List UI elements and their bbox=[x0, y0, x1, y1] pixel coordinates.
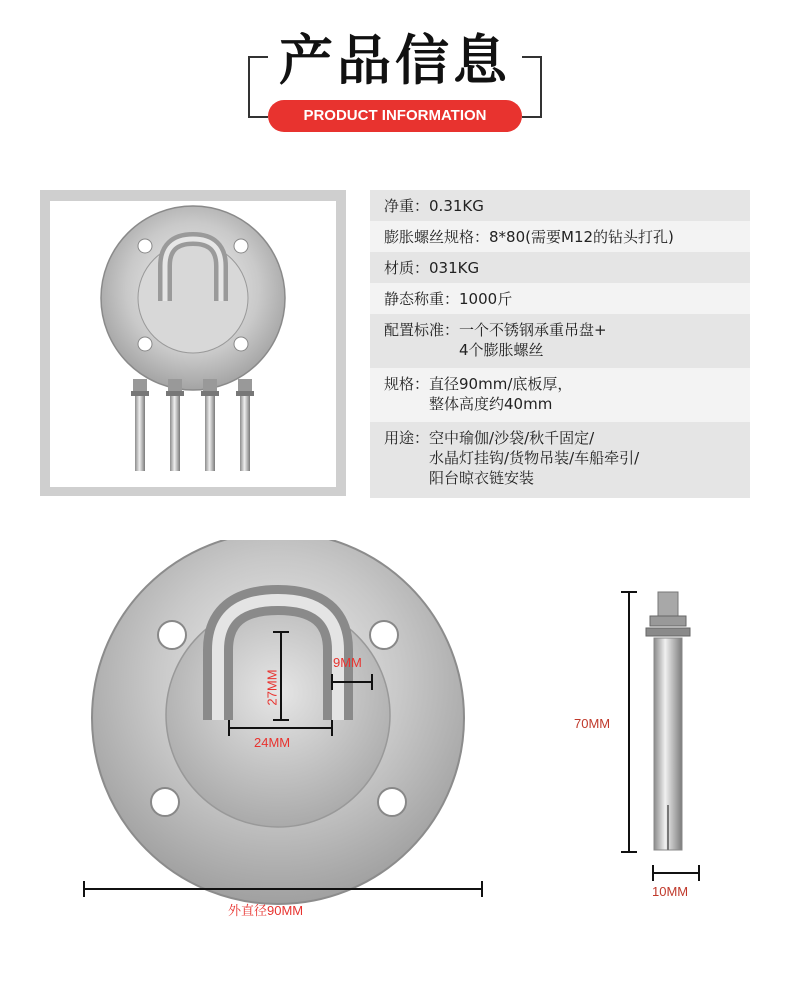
dim-rod-width: 9MM bbox=[333, 655, 362, 670]
mount-plate-small bbox=[101, 206, 285, 390]
spec-value: 031KG bbox=[429, 259, 480, 277]
title-bracket-left bbox=[248, 56, 268, 118]
expansion-bolt-large bbox=[646, 592, 690, 850]
spec-key: 净重： bbox=[384, 197, 430, 215]
spec-row-usage bbox=[370, 422, 750, 498]
dimension-diagram bbox=[0, 540, 790, 980]
subtitle-badge: PRODUCT INFORMATION bbox=[268, 100, 522, 132]
dim-bolt-diameter: 10MM bbox=[652, 884, 689, 899]
spec-value: 直径90mm/底板厚， 整体高度约40mm bbox=[429, 375, 573, 413]
spec-value: 一个不锈钢承重吊盘+ 4个膨胀螺丝 bbox=[459, 321, 607, 359]
dim-outer-diameter: 外直径90MM bbox=[228, 903, 304, 918]
expansion-bolts bbox=[131, 379, 254, 471]
mount-plate-large bbox=[92, 540, 464, 904]
product-image bbox=[50, 201, 336, 487]
page-title: 产品信息 bbox=[279, 29, 511, 92]
spec-key: 膨胀螺丝规格： bbox=[384, 228, 490, 246]
spec-key: 规格： bbox=[384, 375, 430, 393]
spec-key: 用途： bbox=[384, 429, 430, 447]
spec-key: 材质： bbox=[384, 259, 430, 277]
dim-bolt-length: 70MM bbox=[574, 716, 611, 731]
spec-value: 0.31KG bbox=[429, 197, 484, 215]
spec-row-material bbox=[370, 252, 750, 283]
spec-row-bolt-spec bbox=[370, 221, 750, 252]
dim-hook-width: 24MM bbox=[254, 735, 291, 750]
spec-key: 配置标准： bbox=[384, 321, 460, 339]
spec-value: 1000斤 bbox=[459, 290, 513, 308]
spec-row-size bbox=[370, 368, 750, 422]
spec-row-net-weight bbox=[370, 190, 750, 221]
title-bracket-right bbox=[522, 56, 542, 118]
spec-key: 静态称重： bbox=[384, 290, 460, 308]
spec-value: 空中瑜伽/沙袋/秋千固定/ 水晶灯挂钩/货物吊装/车船牵引/ 阳台晾衣链安装 bbox=[429, 429, 640, 487]
spec-row-static-load bbox=[370, 283, 750, 314]
spec-row-package bbox=[370, 314, 750, 368]
spec-value: 8*80(需要M12的钻头打孔) bbox=[489, 228, 674, 246]
dim-hook-height: 27MM bbox=[264, 669, 280, 706]
